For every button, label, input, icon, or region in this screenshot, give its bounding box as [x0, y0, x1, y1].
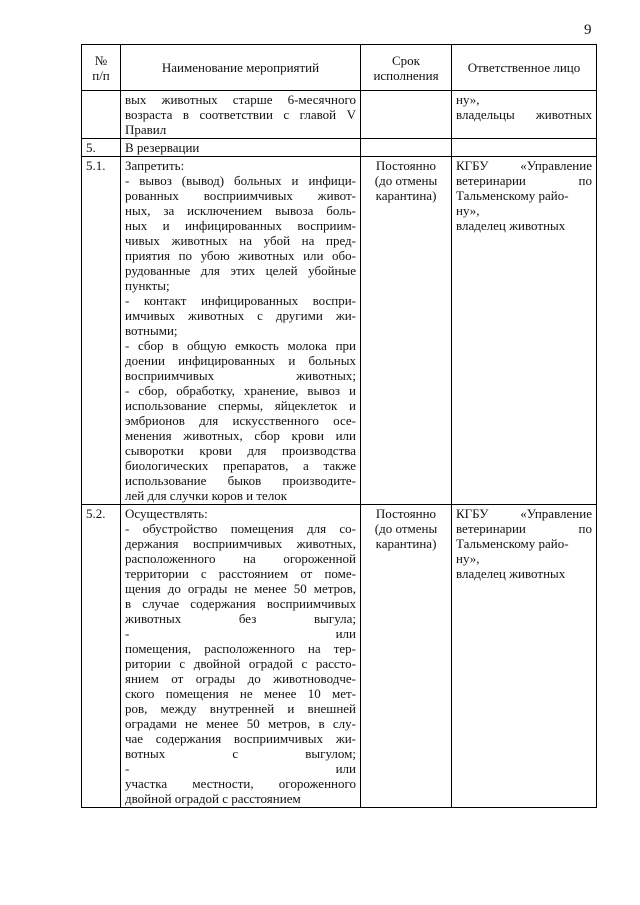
term-line: Постоянно	[375, 158, 437, 173]
measure-line: чивых животных на убой на пред-	[125, 233, 356, 248]
responsible-line: Тальменскому райо-	[456, 536, 569, 551]
responsible-cell	[452, 91, 597, 139]
responsible-line: ну»,	[456, 203, 480, 218]
measure-line: В резервации	[125, 140, 200, 155]
measure-line: эмбрионов для искусственного осе-	[125, 413, 356, 428]
responsible-line: ну»,	[456, 92, 480, 107]
measure-line: территории с расстоянием от поме-	[125, 566, 356, 581]
table-row	[82, 505, 597, 808]
measure-line: ных и инфицированных восприим-	[125, 218, 356, 233]
term-line: (до отмены	[374, 173, 438, 188]
table-row	[82, 139, 597, 157]
measure-line: вотными;	[125, 323, 178, 338]
header-term-line-2: исполнения	[373, 67, 439, 83]
responsible-line: владелец животных	[456, 218, 566, 233]
measure-line: - сбор, обработку, хранение, вывоз и	[125, 383, 356, 398]
measure-line: рудованные для этих целей убойные	[125, 263, 356, 278]
measures-table	[81, 44, 597, 808]
header-term-line-1: Срок	[392, 52, 420, 68]
table-row	[82, 157, 597, 505]
measure-line: имчивых животных с другими жи-	[125, 308, 356, 323]
header-name: Наименование мероприятий	[121, 45, 361, 91]
measure-line: - обустройство помещения для со-	[125, 521, 356, 536]
measure-line: возраста в соответствии с главой V	[125, 107, 356, 122]
responsible-cell	[452, 505, 597, 808]
responsible-line: ветеринарии по	[456, 521, 592, 536]
measure-line: расположенного на огороженной	[125, 551, 356, 566]
measure-line: пункты;	[125, 278, 170, 293]
measure-line: приятия по убою животных или обо-	[125, 248, 356, 263]
measure-line: биологических препаратов, а также	[125, 458, 356, 473]
header-num	[82, 45, 121, 91]
responsible-line: владелец животных	[456, 566, 566, 581]
measure-line: рованных восприимчивых живот-	[125, 188, 356, 203]
responsible-line: владельцы животных	[456, 107, 592, 122]
term-line: (до отмены	[374, 521, 438, 536]
row-number	[82, 91, 121, 139]
term-cell	[361, 505, 452, 808]
measure-cell	[121, 91, 361, 139]
measure-line: - контакт инфицированных воспри-	[125, 293, 356, 308]
responsible-cell	[452, 139, 597, 157]
responsible-line: ветеринарии по	[456, 173, 592, 188]
measure-line: сыворотки крови для производства	[125, 443, 356, 458]
measure-line: ных, за исключением вывоза боль-	[125, 203, 356, 218]
header-responsible: Ответственное лицо	[452, 45, 597, 91]
measure-line: - сбор в общую емкость молока при	[125, 338, 356, 353]
row-number: 5.2.	[82, 505, 121, 808]
header-num-line-1: №	[94, 52, 108, 68]
measure-line: восприимчивых животных;	[125, 368, 356, 383]
measure-line: янием от ограды до животноводче-	[125, 671, 356, 686]
measure-line: Осуществлять:	[125, 506, 208, 521]
measure-line: в случае содержания восприимчивых	[125, 596, 356, 611]
measure-line: Запретить:	[125, 158, 185, 173]
term-line: карантина)	[375, 536, 437, 551]
table-body	[82, 91, 597, 808]
measure-line: животных без выгула;	[125, 611, 356, 626]
term-cell	[361, 139, 452, 157]
header-num-line-2: п/п	[92, 67, 110, 83]
table-header-row	[82, 45, 597, 91]
measure-line: ского помещения не менее 10 мет-	[125, 686, 356, 701]
measure-line: доении инфицированных и больных	[125, 353, 356, 368]
measure-cell	[121, 157, 361, 505]
measure-line: щения до ограды не менее 50 метров,	[125, 581, 356, 596]
responsible-line: ну»,	[456, 551, 480, 566]
header-term	[361, 45, 452, 91]
measure-line: вых животных старше 6-месячного	[125, 92, 356, 107]
measure-line: - или	[125, 761, 356, 776]
responsible-line: КГБУ «Управление	[456, 158, 592, 173]
page-number: 9	[584, 22, 592, 38]
table-row	[82, 91, 597, 139]
measure-line: использование быков производите-	[125, 473, 356, 488]
measure-line: чае содержания восприимчивых жи-	[125, 731, 356, 746]
measure-line: ритории с двойной оградой с рассто-	[125, 656, 356, 671]
term-cell	[361, 91, 452, 139]
term-line: карантина)	[375, 188, 437, 203]
measure-line: использование спермы, яйцеклеток и	[125, 398, 356, 413]
measure-cell	[121, 139, 361, 157]
term-line: Постоянно	[375, 506, 437, 521]
measure-line: ров, между внутренней и внешней	[125, 701, 356, 716]
measure-line: Правил	[125, 122, 167, 137]
measure-line: оградами не менее 50 метров, в слу-	[125, 716, 356, 731]
measure-line: - вывоз (вывод) больных и инфици-	[125, 173, 356, 188]
measure-line: лей для случки коров и телок	[125, 488, 288, 503]
responsible-line: КГБУ «Управление	[456, 506, 592, 521]
measure-line: - или	[125, 626, 356, 641]
measure-line: участка местности, огороженного	[125, 776, 356, 791]
measure-cell	[121, 505, 361, 808]
term-cell	[361, 157, 452, 505]
measure-line: двойной оградой с расстоянием	[125, 791, 301, 806]
responsible-cell	[452, 157, 597, 505]
measure-line: менения животных, сбор крови или	[125, 428, 356, 443]
measure-line: держания восприимчивых животных,	[125, 536, 356, 551]
responsible-line: Тальменскому райо-	[456, 188, 569, 203]
row-number: 5.	[82, 139, 121, 157]
measure-line: помещения, расположенного на тер-	[125, 641, 356, 656]
measure-line: вотных с выгулом;	[125, 746, 356, 761]
row-number: 5.1.	[82, 157, 121, 505]
